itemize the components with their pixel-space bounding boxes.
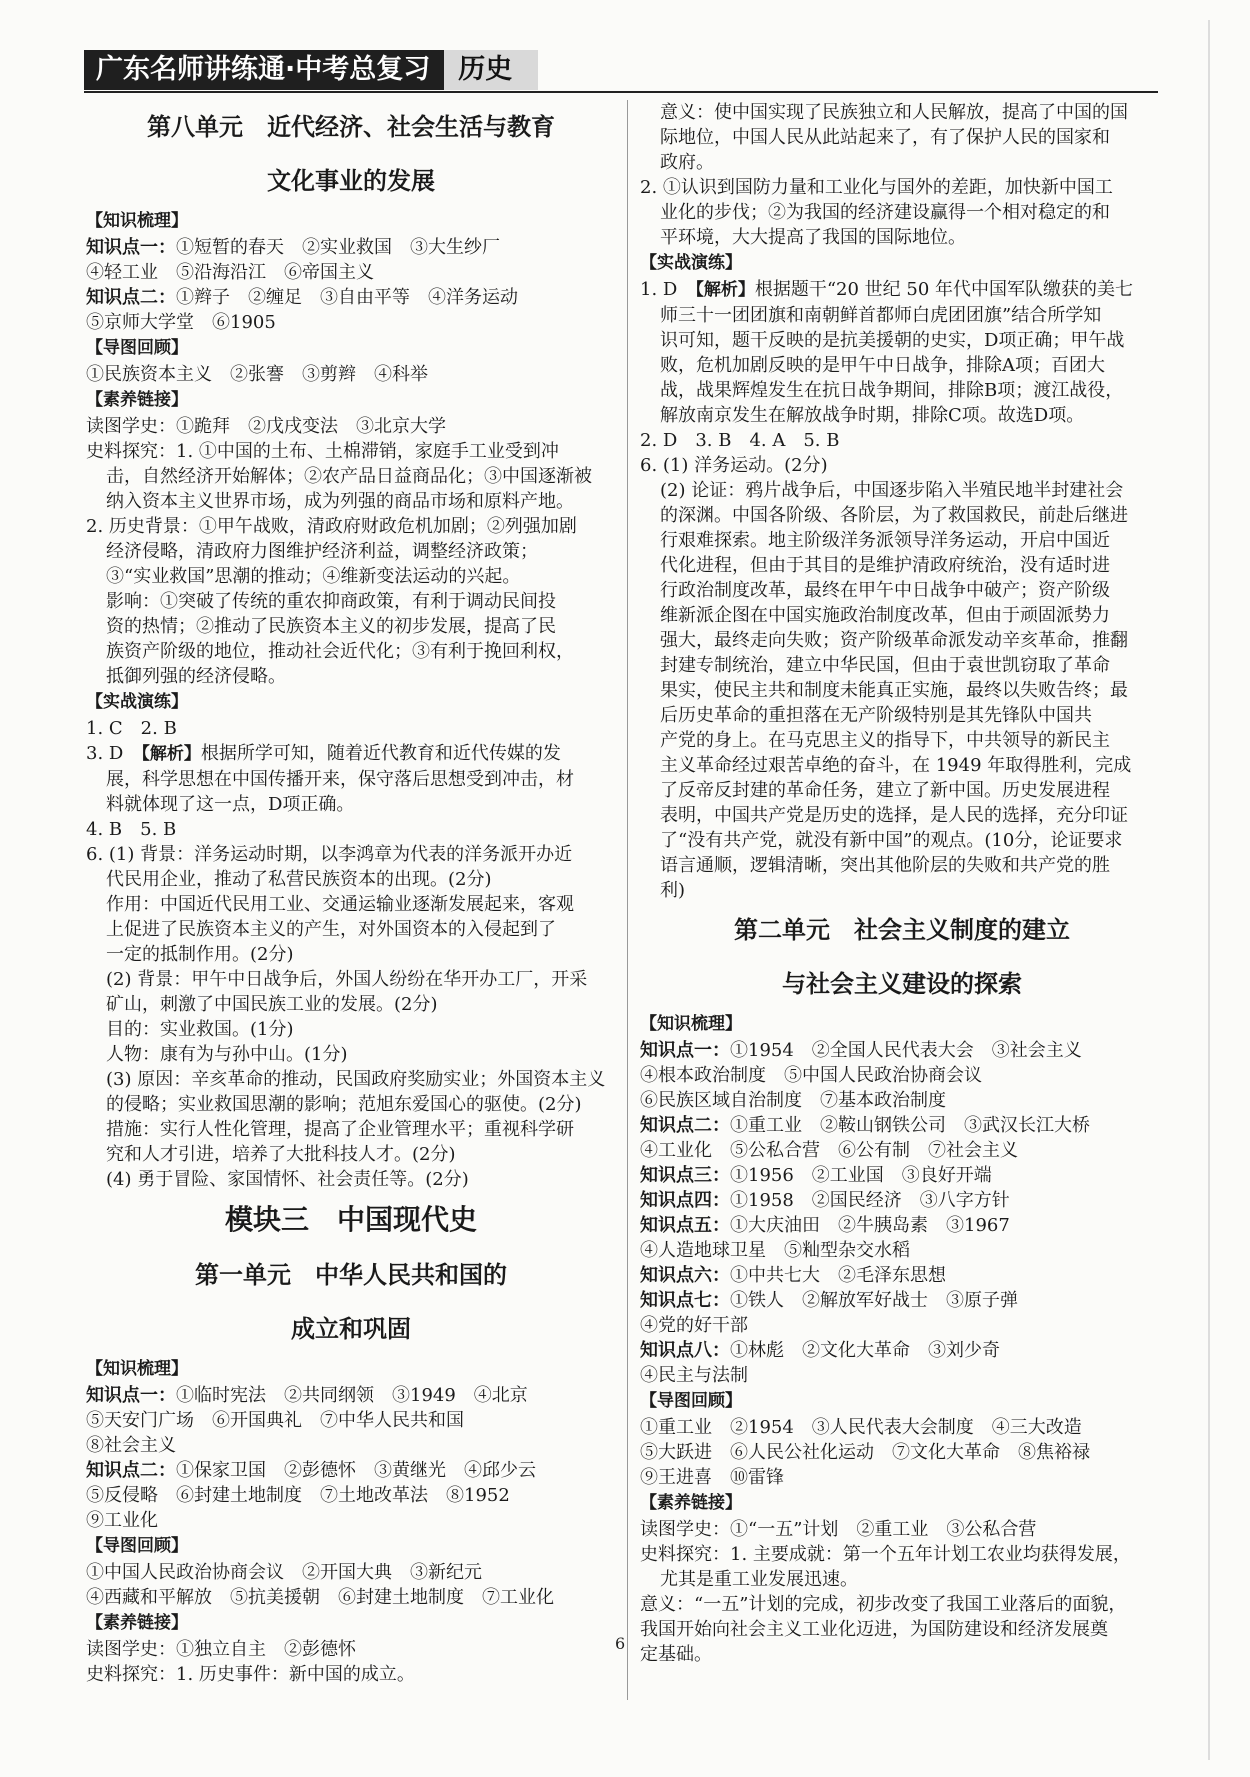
page-edge — [1208, 20, 1210, 1760]
answer-text: 6. (1) 洋务运动。(2分) — [640, 455, 828, 476]
kp-label: 知识点一： — [86, 1385, 176, 1406]
answer-text: (4) 勇于冒险、家国情怀、社会责任等。(2分) — [106, 1169, 469, 1190]
answer-text: (3) 原因：辛亥革命的推动，民国政府奖励实业；外国资本主义 — [106, 1069, 606, 1090]
source-text: 2. 历史背景：①甲午战败，清政府财政危机加剧；②列强加剧 — [86, 516, 577, 537]
map-text: ⑨王进喜 ⑩雷锋 — [640, 1467, 784, 1488]
kp-label: 知识点二： — [640, 1115, 730, 1136]
unit2-title: 第二单元 社会主义制度的建立 — [734, 916, 1070, 944]
section-tag: 【知识梳理】 — [86, 211, 188, 231]
answer-text: 行政治制度改革，最终在甲午中日战争中破产；资产阶级 — [660, 580, 1110, 601]
kp-label: 知识点三： — [640, 1165, 730, 1186]
kp-text: ⑧社会主义 — [86, 1435, 176, 1456]
kp-text: ①1958 ②国民经济 ③八字方针 — [730, 1190, 1010, 1211]
answer-text: 究和人才引进，培养了大批科技人才。(2分) — [106, 1144, 456, 1165]
source-text: 经济侵略，清政府力图维护经济利益，调整经济政策； — [106, 541, 538, 562]
answer-text: 的深渊。中国各阶级、各阶层，为了救国救民，前赴后继进 — [660, 505, 1128, 526]
answer-text: 败，危机加剧反映的是甲午中日战争，排除A项；百团大 — [660, 355, 1105, 376]
section-tag: 【实战演练】 — [86, 692, 188, 712]
source-text: 意义：“一五”计划的完成，初步改变了我国工业落后的面貌， — [640, 1594, 1127, 1615]
kp-text: ①临时宪法 ②共同纲领 ③1949 ④北京 — [176, 1385, 528, 1406]
kp-label: 知识点二： — [86, 287, 176, 308]
source-text: 击，自然经济开始解体；②农产品日益商品化；③中国逐渐被 — [106, 466, 592, 487]
answer-text: 一定的抵制作用。(2分) — [106, 944, 294, 965]
source-text: 我国开始向社会主义工业化迈进，为国防建设和经济发展奠 — [640, 1619, 1108, 1640]
answer-text: 业化的步伐；②为我国的经济建设赢得一个相对稳定的和 — [660, 202, 1110, 223]
answer-text: 2. ①认识到国防力量和工业化与国外的差距，加快新中国工 — [640, 177, 1113, 198]
section-tag: 【素养链接】 — [86, 390, 188, 410]
kp-text: ④党的好干部 — [640, 1315, 748, 1336]
answer-text: 维新派企图在中国实施政治制度改革，但由于顽固派势力 — [660, 605, 1110, 626]
unit8-title: 第八单元 近代经济、社会生活与教育 — [147, 113, 555, 141]
source-text: 影响：①突破了传统的重农抑商政策，有利于调动民间投 — [106, 591, 556, 612]
source-text: 史料探究：1. ①中国的土布、土棉滞销，家庭手工业受到冲 — [86, 441, 559, 462]
map-text: ①中国人民政治协商会议 ②开国大典 ③新纪元 — [86, 1562, 482, 1583]
read-text: 读图学史：①“一五”计划 ②重工业 ③公私合营 — [640, 1519, 1037, 1540]
answer-text: 际地位，中国人民从此站起来了，有了保护人民的国家和 — [660, 127, 1110, 148]
map-text: ①民族资本主义 ②张謇 ③剪辫 ④科举 — [86, 364, 428, 385]
map-text: ①重工业 ②1954 ③人民代表大会制度 ④三大改造 — [640, 1417, 1082, 1438]
answer-text: 语言通顺，逻辑清晰，突出其他阶层的失败和共产党的胜 — [660, 855, 1110, 876]
answer-text: 后历史革命的重担落在无产阶级特别是其先锋队中国共 — [660, 705, 1092, 726]
section-tag: 【导图回顾】 — [86, 1536, 188, 1556]
answer-text: 了“没有共产党，就没有新中国”的观点。(10分，论证要求 — [660, 830, 1123, 851]
kp-text: ①保家卫国 ②彭德怀 ③黄继光 ④邱少云 — [176, 1460, 536, 1481]
unit1-title-cont: 成立和巩固 — [291, 1315, 411, 1343]
kp-label: 知识点四： — [640, 1190, 730, 1211]
answer-text: 6. (1) 背景：洋务运动时期，以李鸿章为代表的洋务派开办近 — [86, 844, 573, 865]
kp-label: 知识点八： — [640, 1340, 730, 1361]
answer-text: 表明，中国共产党是历史的选择，是人民的选择，充分印证 — [660, 805, 1128, 826]
answer-text: 1. D — [640, 279, 678, 300]
kp-text: ⑥民族区域自治制度 ⑦基本政治制度 — [640, 1090, 946, 1111]
source-text: 资的热情；②推动了民族资本主义的初步发展，提高了民 — [106, 616, 556, 637]
answer-text: 展，科学思想在中国传播开来，保守落后思想受到冲击，材 — [106, 769, 574, 790]
answer-text: 1. C 2. B — [86, 718, 177, 739]
source-text: 纳入资本主义世界市场，成为列强的商品市场和原料产地。 — [106, 491, 574, 512]
answer-text: 2. D 3. B 4. A 5. B — [640, 430, 840, 451]
kp-text: ①铁人 ②解放军好战士 ③原子弹 — [730, 1290, 1018, 1311]
answer-text: 强大，最终走向失败；资产阶级革命派发动辛亥革命，推翻 — [660, 630, 1128, 651]
kp-label: 知识点一： — [640, 1040, 730, 1061]
map-text: ⑤大跃进 ⑥人民公社化运动 ⑦文化大革命 ⑧焦裕禄 — [640, 1442, 1090, 1463]
kp-text: ①大庆油田 ②牛胰岛素 ③1967 — [730, 1215, 1010, 1236]
answer-text: 根据所学可知，随着近代教育和近代传媒的发 — [200, 743, 561, 764]
running-header — [84, 50, 538, 90]
answer-text: 料就体现了这一点，D项正确。 — [106, 794, 355, 815]
answer-text: 师三十一团团旗和南朝鲜首都师白虎团团旗”结合所学知 — [660, 305, 1102, 326]
answer-text: 识可知，题干反映的是抗美援朝的史实，D项正确；甲午战 — [660, 330, 1125, 351]
kp-text: ⑤反侵略 ⑥封建土地制度 ⑦土地改革法 ⑧1952 — [86, 1485, 510, 1506]
answer-text: 产党的身上。在马克思主义的指导下，中共领导的新民主 — [660, 730, 1110, 751]
kp-text: ④人造地球卫星 ⑤籼型杂交水稻 — [640, 1240, 910, 1261]
section-tag: 【实战演练】 — [640, 253, 742, 273]
kp-text: ④轻工业 ⑤沿海沿江 ⑥帝国主义 — [86, 262, 374, 283]
answer-text: (2) 论证：鸦片战争后，中国逐步陷入半殖民地半封建社会 — [660, 480, 1124, 501]
answer-text: 根据题干“20 世纪 50 年代中国军队缴获的美七 — [754, 279, 1134, 300]
kp-text: ④民主与法制 — [640, 1365, 748, 1386]
answer-text: 主义革命经过艰苦卓绝的奋斗，在 1949 年取得胜利，完成 — [660, 755, 1132, 776]
page-number: 6 — [615, 1634, 626, 1653]
kp-text: ①重工业 ②鞍山钢铁公司 ③武汉长江大桥 — [730, 1115, 1090, 1136]
unit8-title-cont: 文化事业的发展 — [267, 167, 435, 195]
kp-text: ⑤天安门广场 ⑥开国典礼 ⑦中华人民共和国 — [86, 1410, 464, 1431]
answer-text: 政府。 — [660, 152, 714, 173]
kp-label: 知识点六： — [640, 1265, 730, 1286]
source-text: ③“实业救国”思潮的推动；④维新变法运动的兴起。 — [106, 566, 521, 587]
left-column — [86, 100, 616, 1687]
answer-text: 意义：使中国实现了民族独立和人民解放，提高了中国的国 — [660, 102, 1128, 123]
answer-text: 作用：中国近代民用工业、交通运输业逐渐发展起来，客观 — [106, 894, 574, 915]
source-text: 尤其是重工业发展迅速。 — [660, 1569, 858, 1590]
kp-text: ①林彪 ②文化大革命 ③刘少奇 — [730, 1340, 1000, 1361]
header-rule — [84, 91, 1158, 93]
answer-text: 了反帝反封建的革命任务，建立了新中国。历史发展进程 — [660, 780, 1110, 801]
source-text: 史料探究：1. 主要成就：第一个五年计划工农业均获得发展， — [640, 1544, 1131, 1565]
answer-text: 行艰难探索。地主阶级洋务派领导洋务运动，开启中国近 — [660, 530, 1110, 551]
kp-text: ④根本政治制度 ⑤中国人民政治协商会议 — [640, 1065, 982, 1086]
answer-text: (2) 背景：甲午中日战争后，外国人纷纷在华开办工厂，开采 — [106, 969, 588, 990]
subject-title: 历史 — [444, 50, 538, 90]
answer-text: 解放南京发生在解放战争时期，排除C项。故选D项。 — [660, 405, 1085, 426]
source-text: 史料探究：1. 历史事件：新中国的成立。 — [86, 1664, 415, 1685]
unit1-title: 第一单元 中华人民共和国的 — [195, 1261, 507, 1289]
kp-text: ①辫子 ②缠足 ③自由平等 ④洋务运动 — [176, 287, 518, 308]
answer-text: 利) — [660, 880, 686, 901]
section-tag: 【素养链接】 — [640, 1493, 742, 1513]
kp-label: 知识点二： — [86, 1460, 176, 1481]
kp-label: 知识点五： — [640, 1215, 730, 1236]
section-tag: 【素养链接】 — [86, 1613, 188, 1633]
source-text: 抵御列强的经济侵略。 — [106, 666, 286, 687]
column-divider — [627, 100, 628, 1700]
answer-text: 人物：康有为与孙中山。(1分) — [106, 1044, 348, 1065]
read-text: 读图学史：①跪拜 ②戊戌变法 ③北京大学 — [86, 416, 446, 437]
answer-text: 代化进程，但由于其目的是维护清政府统治，没有适时进 — [660, 555, 1110, 576]
answer-text: 平环境，大大提高了我国的国际地位。 — [660, 227, 966, 248]
explanation-label: 【解析】 — [141, 744, 201, 764]
kp-text: ④工业化 ⑤公私合营 ⑥公有制 ⑦社会主义 — [640, 1140, 1018, 1161]
source-text: 族资产阶级的地位，推动社会近代化；③有利于挽回利权， — [106, 641, 574, 662]
kp-text: ①1956 ②工业国 ③良好开端 — [730, 1165, 992, 1186]
unit2-title-cont: 与社会主义建设的探索 — [782, 970, 1022, 998]
answer-text: 战，战果辉煌发生在抗日战争期间，排除B项；渡江战役， — [660, 380, 1124, 401]
answer-text: 代民用企业，推动了私营民族资本的出现。(2分) — [106, 869, 492, 890]
answer-text: 矿山，刺激了中国民族工业的发展。(2分) — [106, 994, 438, 1015]
answer-text: 的侵略；实业救国思潮的影响；范旭东爱国心的驱使。(2分) — [106, 1094, 582, 1115]
map-text: ④西藏和平解放 ⑤抗美援朝 ⑥封建土地制度 ⑦工业化 — [86, 1587, 554, 1608]
kp-text: ⑤京师大学堂 ⑥1905 — [86, 312, 276, 333]
section-tag: 【知识梳理】 — [86, 1359, 188, 1379]
read-text: 读图学史：①独立自主 ②彭德怀 — [86, 1639, 356, 1660]
section-tag: 【导图回顾】 — [86, 338, 188, 358]
module3-title: 模块三 中国现代史 — [224, 1203, 477, 1236]
explanation-label: 【解析】 — [695, 280, 755, 300]
kp-label: 知识点七： — [640, 1290, 730, 1311]
answer-text: 果实，使民主共和制度未能真正实施，最终以失败告终；最 — [660, 680, 1128, 701]
answer-text: 上促进了民族资本主义的产生，对外国资本的入侵起到了 — [106, 919, 556, 940]
answer-text: 4. B 5. B — [86, 819, 177, 840]
answer-text: 目的：实业救国。(1分) — [106, 1019, 294, 1040]
right-column — [640, 100, 1164, 1667]
source-text: 定基础。 — [640, 1644, 712, 1665]
kp-text: ⑨工业化 — [86, 1510, 158, 1531]
kp-text: ①1954 ②全国人民代表大会 ③社会主义 — [730, 1040, 1082, 1061]
kp-text: ①短暂的春天 ②实业救国 ③大生纱厂 — [176, 237, 500, 258]
section-tag: 【知识梳理】 — [640, 1014, 742, 1034]
kp-label: 知识点一： — [86, 237, 176, 258]
answer-text: 措施：实行人性化管理，提高了企业管理水平；重视科学研 — [106, 1119, 574, 1140]
section-tag: 【导图回顾】 — [640, 1391, 742, 1411]
answer-text: 3. D — [86, 743, 124, 764]
answer-text: 封建专制统治，建立中华民国，但由于袁世凯窃取了革命 — [660, 655, 1110, 676]
series-title: 广东名师讲练通·中考总复习 — [84, 50, 444, 90]
kp-text: ①中共七大 ②毛泽东思想 — [730, 1265, 946, 1286]
